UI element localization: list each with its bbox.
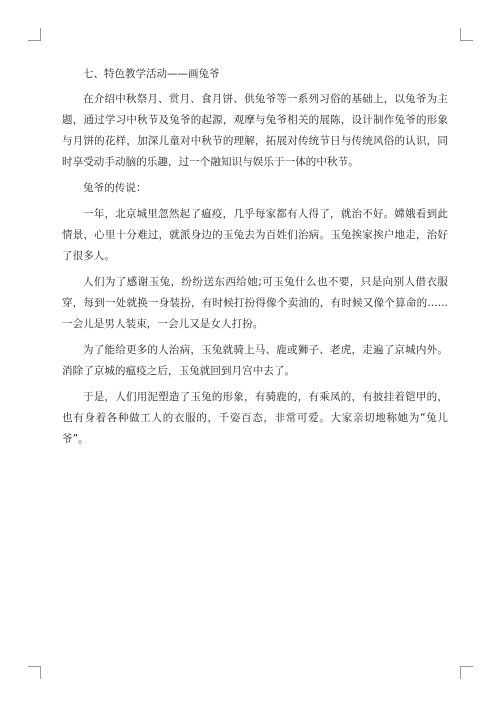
paragraph-thanks: 人们为了感谢玉兔，纷纷送东西给她;可玉兔什么也不要，只是向别人借衣服穿，每到一处就换一身装扮，有时候打扮得像个卖油的，有时候又像个算命的......一会儿是男人装束，一会儿又是女人打扮。 [62, 276, 448, 330]
crop-mark-top-right [460, 28, 473, 41]
crop-mark-bottom-right [460, 666, 473, 679]
paragraph-travels: 为了能给更多的人治病，玉兔就骑上马、鹿或狮子、老虎，走遍了京城内外。消除了京城的瘟疫之后，玉兔就回到月宫中去了。 [62, 344, 448, 377]
paragraph-intro: 在介绍中秋祭月、赏月、食月饼、供兔爷等一系列习俗的基础上，以兔爷为主题，通过学习中秋节及兔爷的起源，观摩与兔爷相关的展陈，设计制作兔爷的形象与月饼的花样，加深儿童对中秋节的理解，拓展对传统节日与传统风俗的认识，同时享受动手动脑的乐趣，过一个融知识与娱乐于一体的中秋节。 [62, 93, 448, 168]
paragraph-legend-title: 兔爷的传说： [83, 182, 147, 194]
section-heading: 七、特色教学活动——画兔爷 [83, 68, 220, 80]
crop-mark-top-left [28, 28, 41, 41]
crop-mark-bottom-left [28, 666, 41, 679]
paragraph-statues: 于是，人们用泥塑造了玉兔的形象，有骑鹿的，有乘凤的，有披挂着铠甲的，也有身着各种做工人的衣服的，千姿百态，非常可爱。大家亲切地称她为“兔儿爷”。 [62, 391, 448, 445]
paragraph-plague: 一年，北京城里忽然起了瘟疫，几乎每家都有人得了，就治不好。嫦娥看到此情景，心里十分难过，就派身边的玉兔去为百姓们治病。玉兔挨家挨户地走，治好了很多人。 [62, 208, 448, 262]
document-body [62, 66, 448, 455]
